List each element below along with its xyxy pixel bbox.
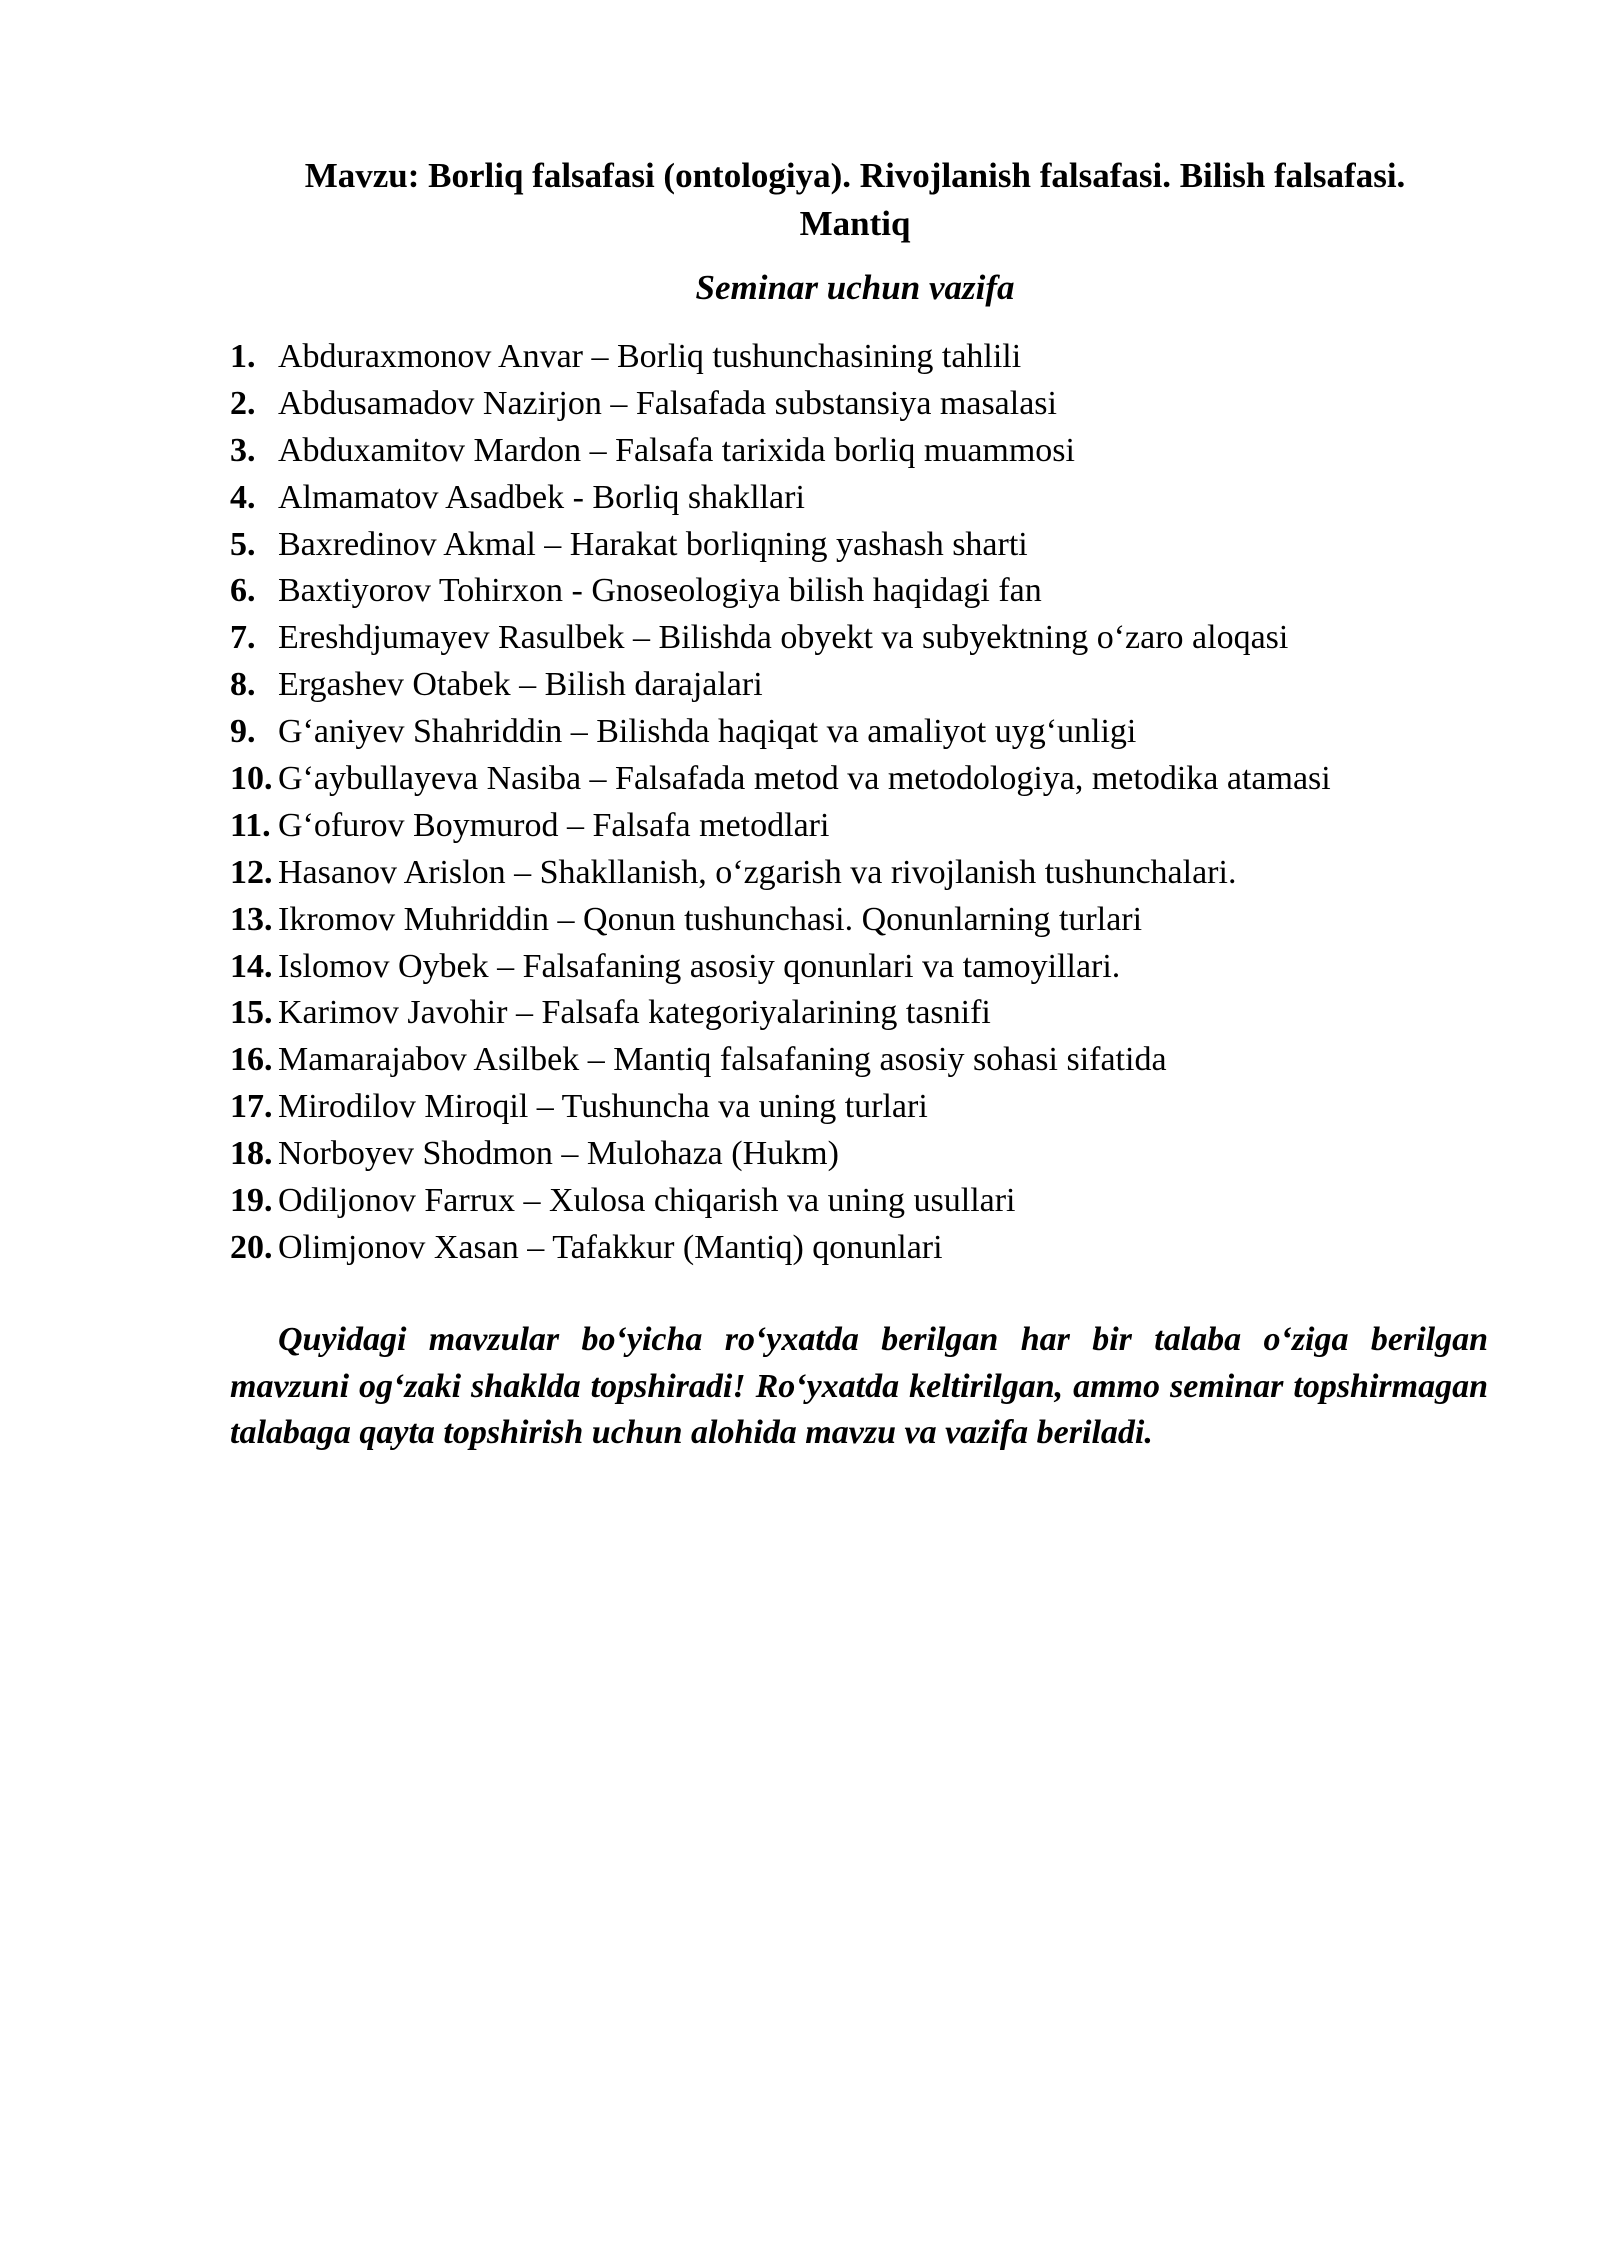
assignment-list bbox=[230, 334, 1490, 1272]
list-item bbox=[230, 381, 1490, 428]
list-item bbox=[230, 1178, 1490, 1225]
item-text: Ikromov Muhriddin – Qonun tushunchasi. Qonunlarning turlari bbox=[278, 900, 1143, 938]
item-text: Gʻaniyev Shahriddin – Bilishda haqiqat va amaliyot uygʻunligi bbox=[278, 713, 1137, 751]
item-number: 17. bbox=[230, 1088, 273, 1126]
list-item bbox=[230, 1084, 1490, 1131]
item-number: 19. bbox=[230, 1182, 273, 1220]
list-item bbox=[230, 615, 1490, 662]
item-text: Abduraxmonov Anvar – Borliq tushunchasining tahlili bbox=[278, 338, 1022, 375]
list-item bbox=[230, 334, 1490, 381]
item-number: 4. bbox=[230, 478, 256, 516]
item-text: Mamarajabov Asilbek – Mantiq falsafaning asosiy sohasi sifatida bbox=[278, 1041, 1167, 1079]
item-number: 16. bbox=[230, 1041, 273, 1079]
list-item bbox=[230, 568, 1490, 615]
item-number: 15. bbox=[230, 994, 273, 1032]
item-text: Baxredinov Akmal – Harakat borliqning yashash sharti bbox=[278, 525, 1028, 563]
item-text: Norboyev Shodmon – Mulohaza (Hukm) bbox=[278, 1135, 839, 1173]
list-item bbox=[230, 990, 1490, 1037]
list-item bbox=[230, 428, 1490, 475]
item-number: 13. bbox=[230, 900, 273, 938]
item-text: Ereshdjumayev Rasulbek – Bilishda obyekt va subyektning oʻzaro aloqasi bbox=[278, 619, 1289, 657]
item-text: Abduxamitov Mardon – Falsafa tarixida borliq muammosi bbox=[278, 431, 1075, 469]
list-item bbox=[230, 709, 1490, 756]
item-text: Baxtiyorov Tohirxon - Gnoseologiya bilish haqidagi fan bbox=[278, 572, 1042, 610]
list-item bbox=[230, 662, 1490, 709]
item-text: Olimjonov Xasan – Tafakkur (Mantiq) qonunlari bbox=[278, 1228, 943, 1266]
list-item bbox=[230, 1131, 1490, 1178]
item-text: Abdusamadov Nazirjon – Falsafada substansiya masalasi bbox=[278, 384, 1057, 422]
list-item bbox=[230, 756, 1490, 803]
item-text: Hasanov Arislon – Shakllanish, oʻzgarish va rivojlanish tushunchalari. bbox=[278, 853, 1237, 891]
item-number: 5. bbox=[230, 525, 256, 563]
item-number: 1. bbox=[230, 338, 256, 375]
item-text: Odiljonov Farrux – Xulosa chiqarish va uning usullari bbox=[278, 1182, 1016, 1220]
item-text: Gʻofurov Boymurod – Falsafa metodlari bbox=[278, 806, 830, 844]
instruction-note: Quyidagi mavzular boʻyicha roʻyxatda berilgan har bir talaba oʻziga berilgan mavzuni ogʻzaki shaklda topshiradi! Roʻyxatda keltirilgan, ammo seminar topshirmagan talabaga qayta topshirish uchun alohida mavzu va vazifa beriladi. bbox=[230, 1321, 1488, 1451]
list-item bbox=[230, 522, 1490, 569]
list-item bbox=[230, 1225, 1490, 1272]
item-number: 3. bbox=[230, 431, 256, 469]
list-item bbox=[230, 475, 1490, 522]
item-text: Ergashev Otabek – Bilish darajalari bbox=[278, 666, 763, 704]
item-number: 12. bbox=[230, 853, 273, 891]
page-title-continuation: Mantiq bbox=[799, 204, 911, 243]
list-item bbox=[230, 897, 1490, 944]
item-text: Islomov Oybek – Falsafaning asosiy qonunlari va tamoyillari. bbox=[278, 947, 1121, 985]
section-subtitle: Seminar uchun vazifa bbox=[695, 268, 1015, 307]
item-text: Karimov Javohir – Falsafa kategoriyalarining tasnifi bbox=[278, 994, 991, 1032]
item-number: 2. bbox=[230, 384, 256, 422]
item-number: 10. bbox=[230, 760, 273, 798]
item-number: 18. bbox=[230, 1135, 273, 1173]
page-title: Mavzu: Borliq falsafasi (ontologiya). Rivojlanish falsafasi. Bilish falsafasi. bbox=[304, 156, 1406, 195]
item-number: 8. bbox=[230, 666, 256, 704]
list-item bbox=[230, 803, 1490, 850]
item-text: Mirodilov Miroqil – Tushuncha va uning turlari bbox=[278, 1088, 928, 1126]
list-item bbox=[230, 1037, 1490, 1084]
item-text: Almamatov Asadbek - Borliq shakllari bbox=[278, 478, 805, 516]
item-number: 7. bbox=[230, 619, 256, 657]
item-number: 14. bbox=[230, 947, 273, 985]
list-item bbox=[230, 944, 1490, 991]
item-text: Gʻaybullayeva Nasiba – Falsafada metod va metodologiya, metodika atamasi bbox=[278, 760, 1331, 798]
item-number: 9. bbox=[230, 713, 256, 751]
list-item bbox=[230, 850, 1490, 897]
item-number: 11. bbox=[230, 806, 271, 844]
item-number: 6. bbox=[230, 572, 256, 610]
item-number: 20. bbox=[230, 1228, 273, 1266]
